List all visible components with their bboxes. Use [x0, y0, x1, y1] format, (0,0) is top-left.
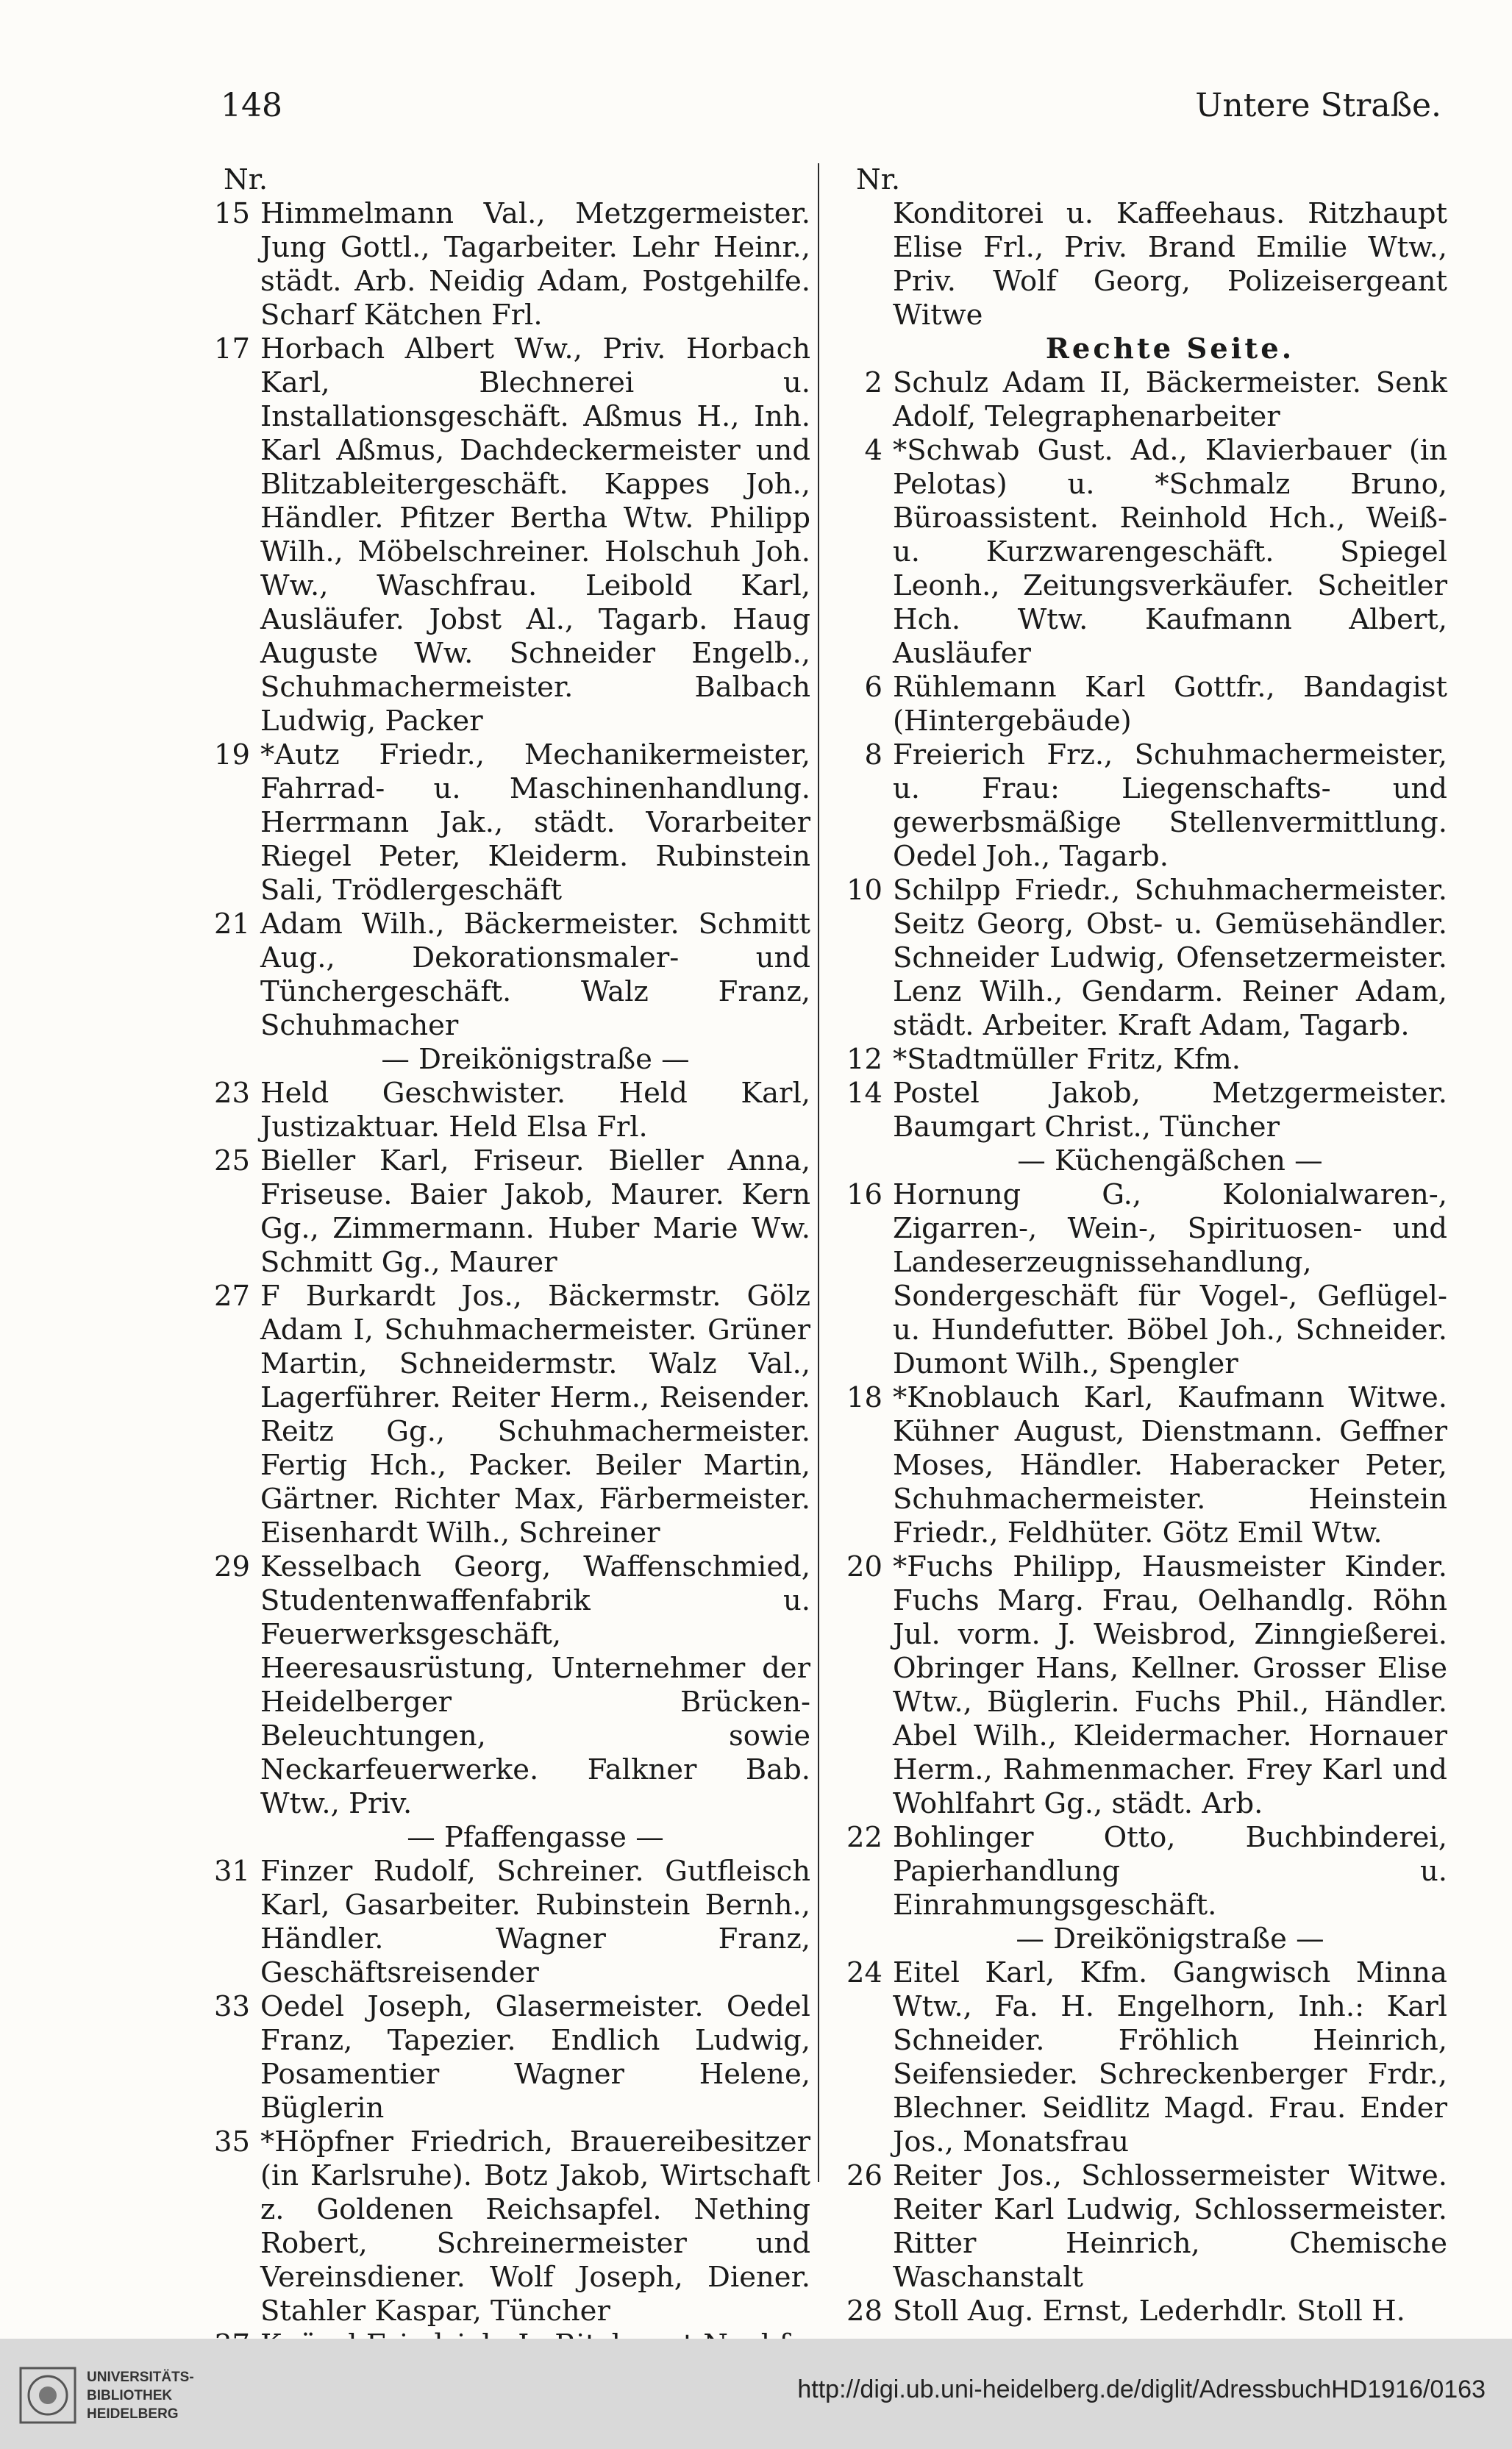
- entry-text: Himmelmann Val., Metzgermeister. Jung Gottl., Tagarbeiter. Lehr Heinr., städt. Arb. Neidig Adam, Postgehilfe. Scharf Kätchen Frl.: [260, 197, 810, 332]
- entry-text: Kesselbach Georg, Waffenschmied, Studentenwaffenfabrik u. Feuerwerksgeschäft, Heeresausrüstung, Unternehmer der Heidelberger Brücken-Beleuchtungen, sowie Neckarfeuerwerke. Falkner Bab. Wtw., Priv.: [260, 1550, 810, 1820]
- house-number: 33: [214, 1990, 250, 2023]
- house-number: 29: [214, 1550, 250, 1583]
- directory-entry: [830, 1550, 1447, 1821]
- entry-text: *Höpfner Friedrich, Brauereibesitzer (in Karlsruhe). Botz Jakob, Wirtschaft z. Goldenen Reichsapfel. Nething Robert, Schreinermeister und Vereinsdiener. Wolf Joseph, Diener. Stahler Kaspar, Tüncher: [260, 2125, 810, 2328]
- directory-entry: [830, 366, 1447, 434]
- directory-entry: [830, 434, 1447, 671]
- entry-text: F Burkardt Jos., Bäckermstr. Gölz Adam I, Schuhmachermeister. Grüner Martin, Schneidermstr. Walz Val., Lagerführer. Reiter Herm., Reisender. Reitz Gg., Schuhmachermeister. Fertig Hch., Packer. Beiler Martin, Gärtner. Richter Max, Färbermeister. Eisenhardt Wilh., Schreiner: [260, 1280, 810, 1550]
- house-number: 6: [864, 671, 882, 704]
- nr-label: Nr.: [856, 163, 901, 196]
- cross-street-label: — Dreikönigstraße —: [381, 1043, 690, 1076]
- directory-entry: [197, 1550, 810, 1821]
- logo-line: UNIVERSITÄTS-: [87, 2370, 194, 2385]
- directory-entry: [830, 2295, 1447, 2328]
- entry-text: Bohlinger Otto, Buchbinderei, Papierhandlung u. Einrahmungsgeschäft.: [893, 1821, 1447, 1922]
- directory-entry: [197, 1990, 810, 2125]
- entry-text: Reiter Jos., Schlossermeister Witwe. Reiter Karl Ludwig, Schlossermeister. Ritter Heinrich, Chemische Waschanstalt: [893, 2159, 1447, 2294]
- house-number: 22: [846, 1821, 882, 1854]
- directory-entry: [830, 1821, 1447, 1922]
- house-number: 12: [846, 1043, 882, 1076]
- running-title: Untere Straße.: [1195, 87, 1441, 124]
- source-url[interactable]: http://digi.ub.uni-heidelberg.de/diglit/AdressbuchHD1916/0163: [797, 2375, 1486, 2403]
- university-seal-icon: [19, 2367, 76, 2424]
- entry-text: Freierich Frz., Schuhmachermeister, u. Frau: Liegenschafts- und gewerbsmäßige Stellenvermittlung. Oedel Joh., Tagarb.: [893, 738, 1447, 873]
- directory-entry: [830, 2159, 1447, 2295]
- page-number: 148: [221, 87, 282, 124]
- directory-entry: [197, 738, 810, 908]
- page-header: [221, 87, 1441, 131]
- directory-entry: [830, 874, 1447, 1043]
- house-number: 16: [846, 1178, 882, 1211]
- house-number: 25: [214, 1144, 250, 1177]
- directory-entry: [197, 1144, 810, 1280]
- entry-text: *Schwab Gust. Ad., Klavierbauer (in Pelotas) u. *Schmalz Bruno, Büroassistent. Reinhold Hch., Weiß- u. Kurzwarengeschäft. Spiegel Leonh., Zeitungsverkäufer. Scheitler Hch. Wtw. Kaufmann Albert, Ausläufer: [893, 434, 1447, 670]
- directory-entry: [197, 908, 810, 1043]
- directory-entry: [197, 1280, 810, 1550]
- entry-text: Schilpp Friedr., Schuhmachermeister. Seitz Georg, Obst- u. Gemüsehändler. Schneider Ludwig, Ofensetzermeister. Lenz Wilh., Gendarm. Reiner Adam, städt. Arbeiter. Kraft Adam, Tagarb.: [893, 874, 1447, 1042]
- right-column: [830, 163, 1447, 2328]
- house-number: 28: [846, 2295, 882, 2328]
- entry-text: Eitel Karl, Kfm. Gangwisch Minna Wtw., Fa. H. Engelhorn, Inh.: Karl Schneider. Fröhlich Heinrich, Seifensieder. Schreckenberger Frdr., Blechner. Seidlitz Magd. Frau. Ender Jos., Monatsfrau: [893, 1956, 1447, 2159]
- entry-text: Schulz Adam II, Bäckermeister. Senk Adolf, Telegraphenarbeiter: [893, 366, 1447, 433]
- directory-entry: [830, 197, 1447, 332]
- house-number: 8: [864, 738, 882, 771]
- directory-entry: [830, 1043, 1447, 1077]
- entry-text: *Knoblauch Karl, Kaufmann Witwe. Kühner August, Dienstmann. Geffner Moses, Händler. Haberacker Peter, Schuhmachermeister. Heinstein Friedr., Feldhüter. Götz Emil Wtw.: [893, 1381, 1447, 1550]
- entry-text: *Fuchs Philipp, Hausmeister Kinder. Fuchs Marg. Frau, Oelhandlg. Röhn Jul. vorm. J. Weisbrod, Zinngießerei. Obringer Hans, Kellner. Grosser Elise Wtw., Büglerin. Fuchs Phil., Händler. Abel Wilh., Kleidermacher. Hornauer Herm., Rahmenmacher. Frey Karl und Wohlfahrt Gg., städt. Arb.: [893, 1550, 1447, 1820]
- house-number: 35: [214, 2125, 250, 2159]
- house-number: 23: [214, 1077, 250, 1110]
- entry-text: Rühlemann Karl Gottfr., Bandagist (Hintergebäude): [893, 671, 1447, 738]
- house-number: 24: [846, 1956, 882, 1989]
- directory-entry: [197, 197, 810, 332]
- house-number: 15: [214, 197, 250, 230]
- cross-street-label: — Küchengäßchen —: [1017, 1144, 1323, 1177]
- nr-label: Nr.: [224, 163, 268, 196]
- house-number: 19: [214, 738, 250, 771]
- directory-entry: [830, 738, 1447, 874]
- directory-entry: [830, 1077, 1447, 1144]
- cross-street-label: — Dreikönigstraße —: [1016, 1922, 1324, 1956]
- directory-entry: [197, 1855, 810, 1990]
- house-number: 2: [864, 366, 882, 399]
- left-column: [197, 163, 810, 2328]
- entry-text: Held Geschwister. Held Karl, Justizaktuar. Held Elsa Frl.: [260, 1077, 810, 1144]
- house-number: 14: [846, 1077, 882, 1110]
- house-number: 21: [214, 908, 250, 941]
- entry-text: Adam Wilh., Bäckermeister. Schmitt Aug., Dekorationsmaler- und Tünchergeschäft. Walz Franz, Schuhmacher: [260, 908, 810, 1042]
- house-number: 20: [846, 1550, 882, 1583]
- house-number: 10: [846, 874, 882, 907]
- directory-entry: [830, 671, 1447, 738]
- section-heading: Rechte Seite.: [1045, 332, 1295, 366]
- house-number: 27: [214, 1280, 250, 1313]
- directory-entry: [830, 1956, 1447, 2159]
- house-number: 31: [214, 1855, 250, 1888]
- entry-text: *Stadtmüller Fritz, Kfm.: [893, 1043, 1241, 1076]
- directory-entry: [197, 1077, 810, 1144]
- directory-entry: [830, 1381, 1447, 1550]
- directory-entry: [197, 2125, 810, 2328]
- house-number: 17: [214, 332, 250, 366]
- entry-text: Hornung G., Kolonialwaren-, Zigarren-, Wein-, Spirituosen- und Landeserzeugnissehandlung, Sondergeschäft für Vogel-, Geflügel- u. Hundefutter. Böbel Joh., Schneider. Dumont Wilh., Spengler: [893, 1178, 1447, 1380]
- entry-text: Horbach Albert Ww., Priv. Horbach Karl, Blechnerei u. Installationsgeschäft. Aßmus H., Inh. Karl Aßmus, Dachdeckermeister und Blitzableitergeschäft. Kappes Joh., Händler. Pfitzer Bertha Wtw. Philipp Wilh., Möbelschreiner. Holschuh Joh. Ww., Waschfrau. Leibold Karl, Ausläufer. Jobst Al., Tagarb. Haug Auguste Ww. Schneider Engelb., Schuhmachermeister. Balbach Ludwig, Packer: [260, 332, 810, 738]
- house-number: 18: [846, 1381, 882, 1414]
- entry-text: Stoll Aug. Ernst, Lederhdlr. Stoll H.: [893, 2295, 1405, 2328]
- logo-line: BIBLIOTHEK: [87, 2388, 173, 2403]
- entry-text: *Autz Friedr., Mechanikermeister, Fahrrad- u. Maschinenhandlung. Herrmann Jak., städt. Vorarbeiter Riegel Peter, Kleiderm. Rubinstein Sali, Trödlergeschäft: [260, 738, 810, 907]
- footer-bar: [0, 2339, 1512, 2449]
- logo-line: HEIDELBERG: [87, 2406, 179, 2422]
- entry-text: Bieller Karl, Friseur. Bieller Anna, Friseuse. Baier Jakob, Maurer. Kern Gg., Zimmermann. Huber Marie Ww. Schmitt Gg., Maurer: [260, 1144, 810, 1279]
- column-divider: [818, 163, 819, 2182]
- library-logo-text: [87, 2368, 194, 2423]
- house-number: 4: [864, 434, 882, 467]
- entry-text: Konditorei u. Kaffeehaus. Ritzhaupt Elise Frl., Priv. Brand Emilie Wtw., Priv. Wolf Georg, Polizeisergeant Witwe: [893, 197, 1447, 332]
- entry-text: Finzer Rudolf, Schreiner. Gutfleisch Karl, Gasarbeiter. Rubinstein Bernh., Händler. Wagner Franz, Geschäftsreisender: [260, 1855, 810, 1989]
- house-number: 26: [846, 2159, 882, 2192]
- entry-text: Postel Jakob, Metzgermeister. Baumgart Christ., Tüncher: [893, 1077, 1447, 1144]
- cross-street-label: — Pfaffengasse —: [407, 1821, 664, 1854]
- directory-entry: [197, 332, 810, 738]
- entry-text: Oedel Joseph, Glasermeister. Oedel Franz, Tapezier. Endlich Ludwig, Posamentier Wagner Helene, Büglerin: [260, 1990, 810, 2125]
- directory-entry: [830, 1178, 1447, 1381]
